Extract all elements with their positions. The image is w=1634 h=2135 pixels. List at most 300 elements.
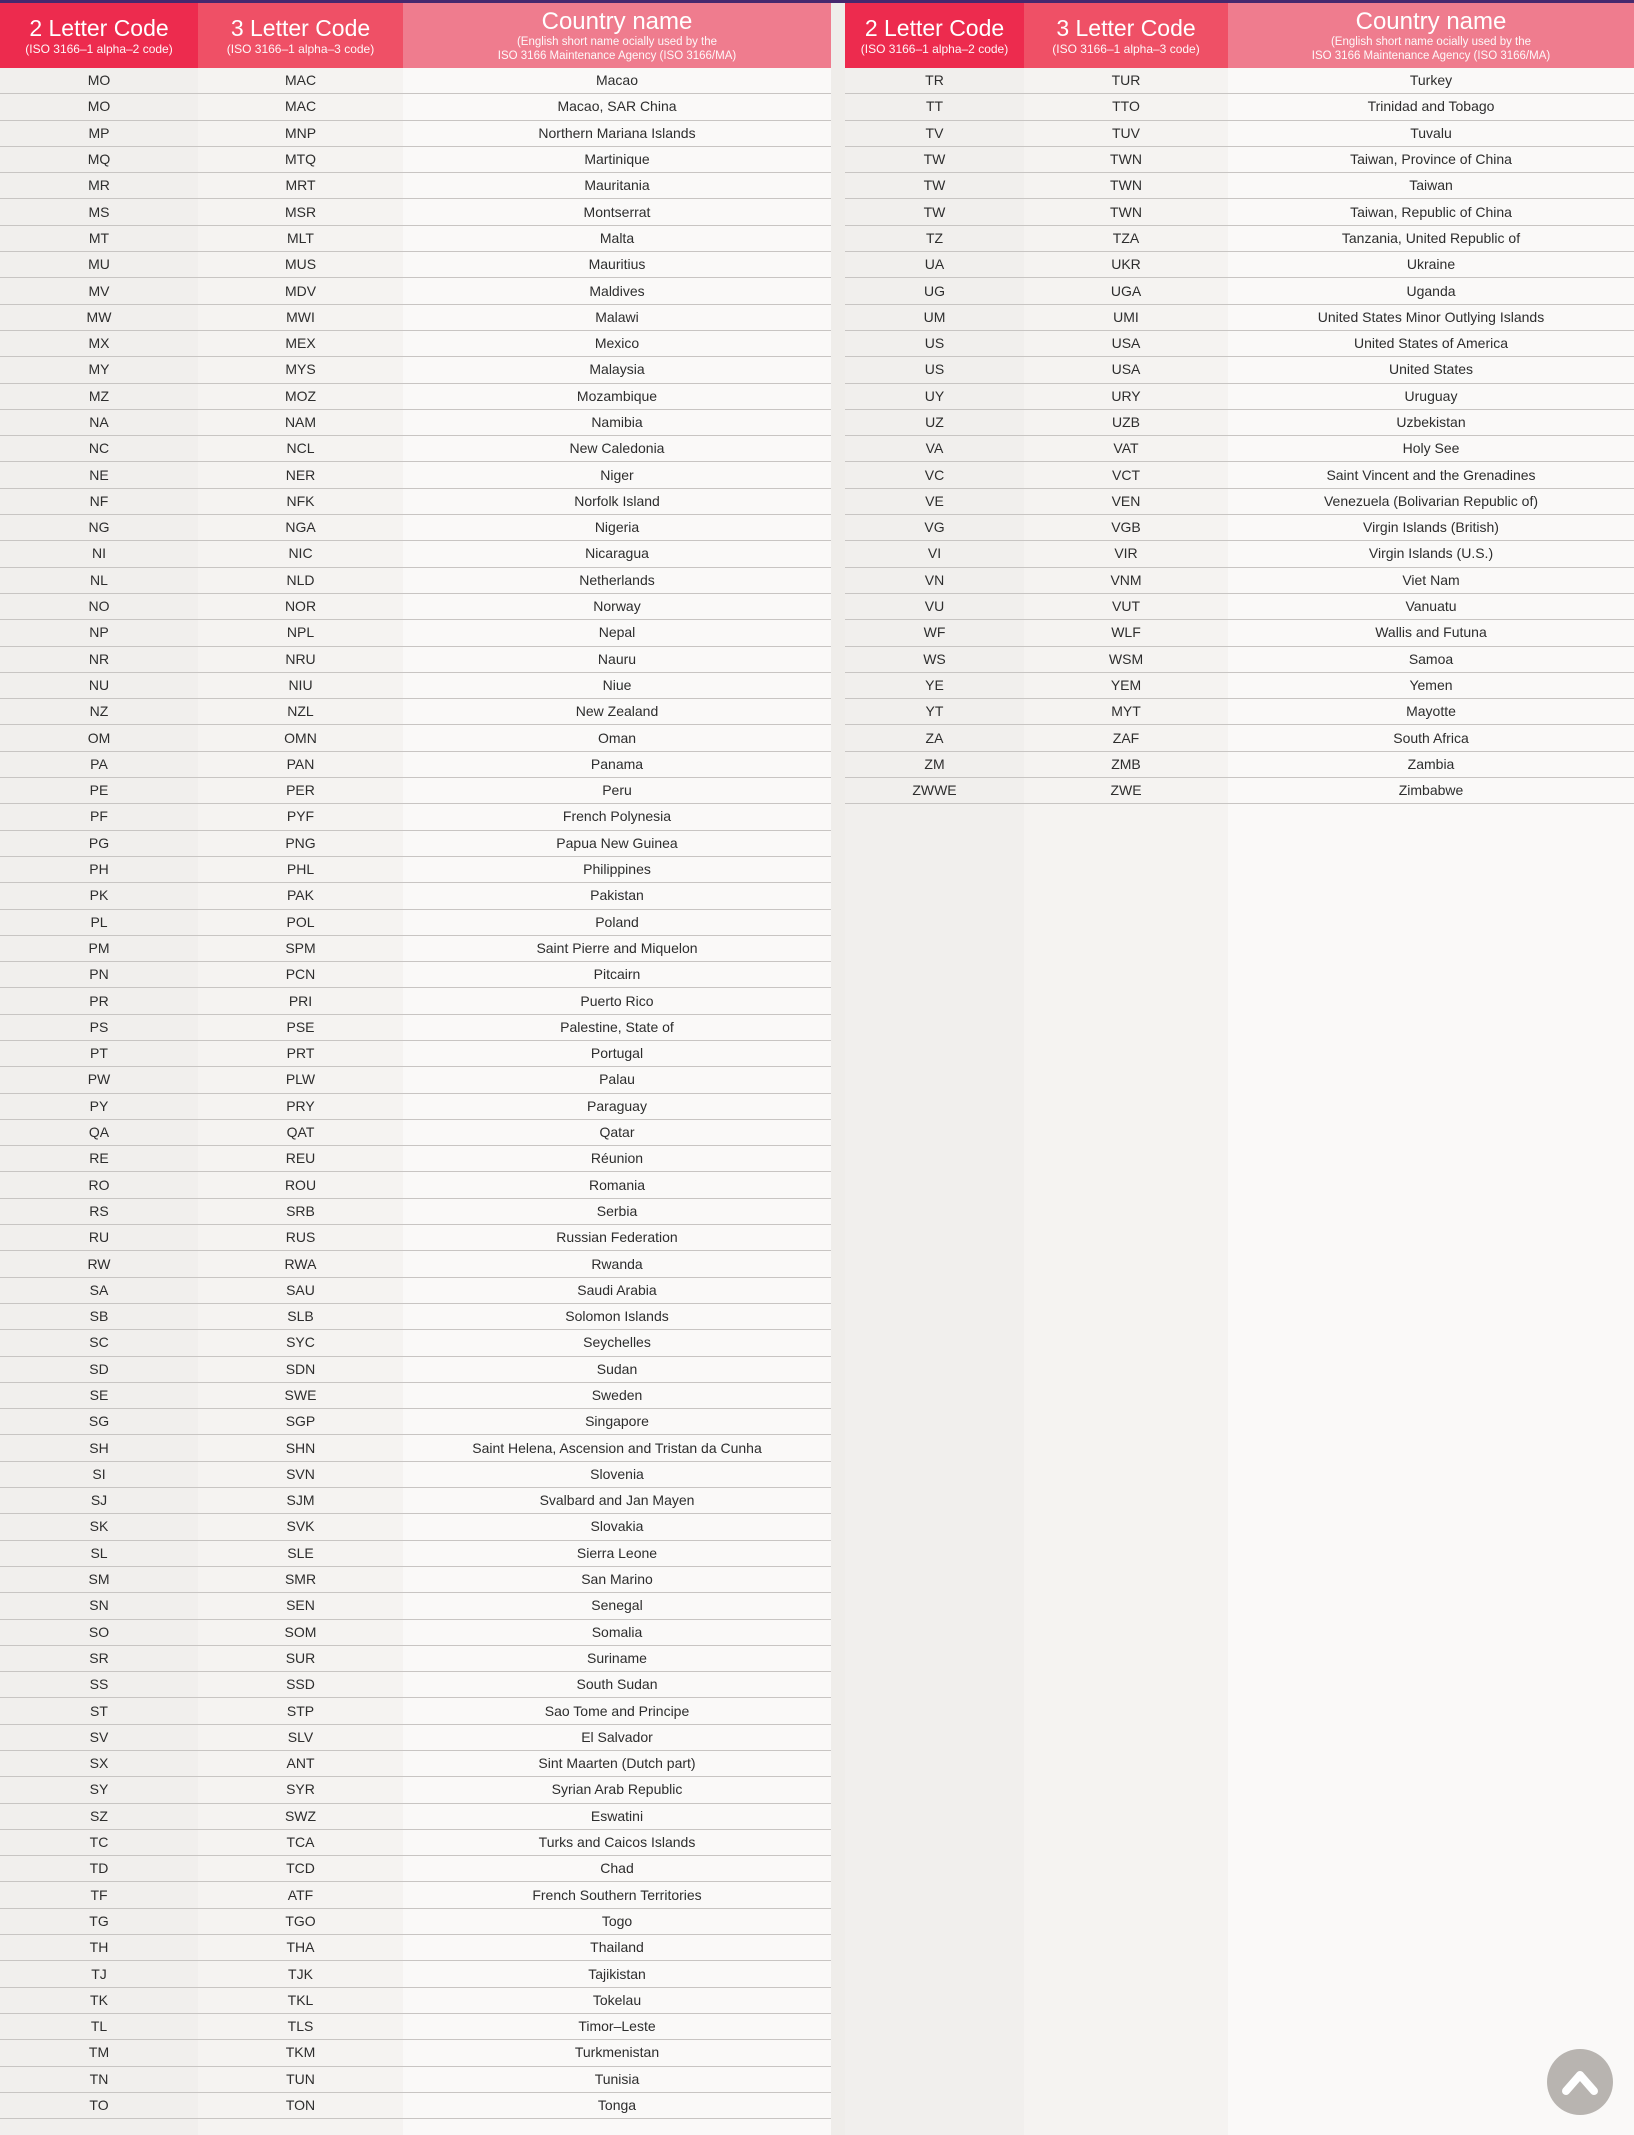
alpha2-code-cell: YT — [925, 703, 944, 720]
alpha3-code-cell: SMR — [284, 1571, 317, 1588]
country-name-cell: Taiwan — [1409, 177, 1453, 194]
country-name-cell: Zimbabwe — [1398, 782, 1464, 799]
alpha2-code-cell: PA — [90, 755, 108, 772]
header-2-letter-sub: (ISO 3166–1 alpha–2 code) — [860, 41, 1009, 56]
country-name-cell: Uganda — [1406, 282, 1456, 299]
alpha2-code-cell: SH — [89, 1439, 109, 1456]
table-row — [0, 2040, 831, 2066]
table-row — [0, 1514, 831, 1540]
country-name-cell: Holy See — [1402, 440, 1460, 457]
country-name-cell: Virgin Islands (British) — [1363, 519, 1499, 536]
alpha2-code-cell: VU — [924, 598, 945, 615]
table-row — [845, 68, 1634, 94]
header-country-sub-line1: (English short name ocially used by the — [1330, 35, 1532, 48]
country-name-cell: Serbia — [596, 1202, 638, 1219]
table-row — [0, 1830, 831, 1856]
alpha2-code-cell: ST — [90, 1702, 108, 1719]
alpha2-code-cell: MO — [87, 72, 111, 89]
table-row — [0, 436, 831, 462]
country-name-cell: Viet Nam — [1402, 571, 1460, 588]
country-name-cell: Eswatini — [590, 1807, 644, 1824]
country-name-cell: Seychelles — [583, 1334, 651, 1351]
table-row — [0, 1988, 831, 2014]
alpha3-code-cell: NFK — [286, 492, 315, 509]
table-row — [845, 278, 1634, 304]
table-row — [0, 1620, 831, 1646]
alpha2-code-cell: SC — [89, 1334, 109, 1351]
country-name-cell: Namibia — [591, 414, 643, 430]
table-row — [0, 384, 831, 410]
country-name-cell: Oman — [597, 729, 637, 746]
country-name-cell: Portugal — [590, 1045, 644, 1062]
country-name-cell: Solomon Islands — [565, 1308, 669, 1325]
alpha2-code-cell: SK — [89, 1518, 109, 1535]
header-3-letter-sub: (ISO 3166–1 alpha–3 code) — [226, 41, 375, 56]
alpha2-code-cell: TT — [925, 98, 944, 115]
alpha3-code-cell: PCN — [285, 966, 316, 983]
alpha3-code-cell: MTQ — [284, 151, 317, 168]
country-name-cell: Slovenia — [590, 1465, 644, 1482]
alpha3-code-cell: RUS — [285, 1229, 316, 1246]
table-row — [0, 1541, 831, 1567]
table-row — [845, 226, 1634, 252]
alpha2-code-cell: PH — [89, 861, 109, 878]
table-row — [0, 199, 831, 225]
alpha3-code-cell: SWE — [284, 1386, 317, 1403]
table-row — [845, 699, 1634, 725]
country-name-cell: Norfolk Island — [574, 492, 660, 509]
table-row — [845, 94, 1634, 120]
table-row — [845, 620, 1634, 646]
alpha2-code-cell: PE — [89, 782, 109, 799]
table-row — [0, 1882, 831, 1908]
alpha2-code-cell: US — [924, 335, 945, 352]
alpha2-code-cell: SB — [89, 1308, 109, 1325]
country-name-cell: United States Minor Outlying Islands — [1317, 308, 1545, 325]
table-row — [0, 988, 831, 1014]
country-name-cell: Papua New Guinea — [556, 834, 678, 851]
country-name-cell: Russian Federation — [556, 1229, 678, 1246]
table-row — [0, 568, 831, 594]
alpha3-code-cell: ZWE — [1110, 782, 1142, 799]
alpha3-code-cell: SVN — [286, 1465, 315, 1482]
alpha2-code-cell: SJ — [90, 1492, 108, 1509]
table-row — [0, 857, 831, 883]
country-name-cell: Slovakia — [590, 1518, 644, 1535]
alpha2-code-cell: NF — [89, 492, 109, 509]
alpha3-code-cell: VCT — [1112, 466, 1140, 483]
alpha2-code-cell: NO — [88, 598, 110, 615]
alpha3-code-cell: TWN — [1110, 203, 1142, 220]
alpha3-code-cell: MUS — [284, 256, 317, 273]
alpha3-code-cell: VUT — [1112, 598, 1140, 615]
country-name-cell: Maldives — [589, 282, 645, 299]
country-name-cell: Niger — [600, 466, 634, 483]
table-row — [0, 173, 831, 199]
country-name-cell: Malta — [599, 229, 635, 246]
table-row — [845, 305, 1634, 331]
alpha2-code-cell: ZM — [924, 755, 945, 772]
alpha2-code-cell: PR — [89, 992, 109, 1009]
table-row — [0, 673, 831, 699]
country-name-cell: Nauru — [597, 650, 637, 667]
country-name-cell: Paraguay — [587, 1097, 647, 1114]
alpha3-code-cell: NOR — [284, 598, 317, 615]
table-row — [0, 541, 831, 567]
header-country-name — [1228, 3, 1634, 68]
country-name-cell: French Polynesia — [562, 808, 672, 825]
table-row — [0, 804, 831, 830]
alpha3-code-cell: SYC — [286, 1334, 315, 1351]
alpha2-code-cell: SM — [88, 1571, 110, 1588]
table-row — [0, 699, 831, 725]
country-name-cell: Suriname — [587, 1649, 647, 1666]
header-3-letter-code — [198, 3, 403, 68]
table-row — [0, 883, 831, 909]
alpha3-code-cell: THA — [286, 1939, 315, 1956]
alpha3-code-cell: SWZ — [284, 1807, 317, 1824]
alpha2-code-cell: UY — [924, 387, 945, 404]
table-row — [0, 1672, 831, 1698]
country-name-cell: Wallis and Futuna — [1375, 624, 1487, 641]
table-row — [0, 1251, 831, 1277]
alpha3-code-cell: VIR — [1114, 545, 1138, 562]
table-row — [0, 2014, 831, 2040]
country-name-cell: Yemen — [1409, 676, 1453, 693]
alpha3-code-cell: VAT — [1113, 440, 1139, 457]
alpha3-code-cell: MYS — [285, 361, 316, 378]
country-name-cell: Mexico — [594, 335, 640, 352]
table-row — [0, 1961, 831, 1987]
table-row — [0, 620, 831, 646]
alpha3-code-cell: SDN — [285, 1360, 316, 1377]
alpha3-code-cell: PNG — [285, 834, 316, 851]
scroll-to-top-button[interactable] — [1547, 2049, 1613, 2115]
table-row — [0, 1462, 831, 1488]
table-row — [0, 278, 831, 304]
alpha3-code-cell: PAN — [286, 755, 315, 772]
alpha2-code-cell: SD — [89, 1360, 109, 1377]
table-row — [845, 673, 1634, 699]
alpha3-code-cell: VNM — [1110, 571, 1142, 588]
alpha3-code-cell: TUN — [286, 2070, 315, 2087]
alpha3-code-cell: TUR — [1111, 72, 1141, 89]
alpha3-code-cell: SLE — [287, 1544, 314, 1561]
alpha2-code-cell: SE — [89, 1386, 109, 1403]
table-row — [845, 647, 1634, 673]
alpha2-code-cell: PL — [90, 913, 108, 930]
alpha3-code-cell: RWA — [284, 1255, 317, 1272]
alpha2-code-cell: SA — [89, 1281, 109, 1298]
alpha2-code-cell: SN — [89, 1597, 109, 1614]
country-name-cell: Macao, SAR China — [557, 98, 677, 115]
country-name-cell: South Africa — [1393, 729, 1469, 746]
alpha2-code-cell: TW — [923, 177, 946, 194]
country-name-cell: Somalia — [591, 1623, 643, 1640]
table-row — [0, 778, 831, 804]
table-row — [0, 1435, 831, 1461]
alpha2-code-cell: SS — [89, 1676, 109, 1693]
country-name-cell: South Sudan — [576, 1676, 658, 1693]
alpha2-code-cell: UA — [924, 256, 945, 273]
country-name-cell: Taiwan, Province of China — [1350, 151, 1512, 168]
alpha2-code-cell: UG — [924, 282, 945, 299]
table-row — [845, 357, 1634, 383]
alpha3-code-cell: MAC — [284, 98, 317, 115]
alpha3-code-cell: SHN — [285, 1439, 316, 1456]
table-row — [0, 226, 831, 252]
country-codes-table-right — [845, 3, 1634, 2135]
country-name-cell: Taiwan, Republic of China — [1350, 203, 1512, 220]
country-name-cell: New Zealand — [575, 703, 659, 720]
table-row — [0, 1041, 831, 1067]
country-name-cell: Palau — [599, 1071, 635, 1088]
alpha2-code-cell: RE — [89, 1150, 109, 1167]
country-name-cell: Tunisia — [594, 2070, 640, 2087]
country-name-cell: Vanuatu — [1405, 598, 1457, 615]
alpha2-code-cell: RS — [89, 1202, 109, 1219]
alpha3-code-cell: NRU — [285, 650, 316, 667]
alpha3-code-cell: MNP — [284, 124, 317, 141]
table-row — [845, 541, 1634, 567]
country-name-cell: Nigeria — [594, 519, 640, 536]
alpha3-code-cell: MEX — [285, 335, 316, 352]
country-name-cell: Togo — [601, 1912, 633, 1929]
alpha3-code-cell: TKM — [285, 2044, 316, 2061]
alpha3-code-cell: TKL — [287, 1991, 314, 2008]
table-row — [845, 462, 1634, 488]
alpha3-code-cell: WLF — [1111, 624, 1141, 641]
alpha2-code-cell: SO — [88, 1623, 110, 1640]
alpha3-code-cell: TZA — [1112, 229, 1140, 246]
alpha3-code-cell: MYT — [1111, 703, 1141, 720]
alpha2-code-cell: NU — [88, 676, 110, 693]
alpha3-code-cell: SSD — [286, 1676, 315, 1693]
alpha2-code-cell: TD — [89, 1860, 109, 1877]
alpha2-code-cell: SG — [88, 1413, 110, 1430]
header-country-sub-line2: ISO 3166 Maintenance Agency (ISO 3166/MA) — [1311, 49, 1551, 62]
table-row — [0, 831, 831, 857]
alpha2-code-cell: TW — [923, 151, 946, 168]
alpha2-code-cell: ZA — [925, 729, 944, 746]
header-country-title: Country name — [1355, 7, 1507, 35]
alpha3-code-cell: MSR — [284, 203, 317, 220]
header-country-title: Country name — [541, 7, 693, 35]
alpha3-code-cell: PAK — [287, 887, 314, 904]
alpha3-code-cell: SGP — [285, 1413, 316, 1430]
alpha2-code-cell: OM — [87, 729, 111, 746]
country-name-cell: Romania — [588, 1176, 646, 1193]
alpha2-code-cell: ZWWE — [912, 782, 957, 799]
alpha3-code-cell: WSM — [1108, 650, 1144, 667]
table-row — [0, 2093, 831, 2119]
alpha3-code-cell: MDV — [284, 282, 317, 299]
table-row — [0, 94, 831, 120]
alpha3-code-cell: UKR — [1111, 256, 1141, 273]
country-name-cell: Turkmenistan — [574, 2044, 660, 2061]
alpha3-code-cell: ANT — [286, 1755, 315, 1772]
alpha2-code-cell: WS — [923, 650, 946, 667]
alpha3-code-cell: SEN — [286, 1597, 315, 1614]
alpha3-code-cell: UGA — [1110, 282, 1142, 299]
alpha2-code-cell: RO — [88, 1176, 110, 1193]
table-row — [845, 778, 1634, 804]
alpha2-code-cell: VA — [925, 440, 944, 457]
header-3-letter-title: 3 Letter Code — [1056, 14, 1196, 41]
alpha2-code-cell: QA — [88, 1124, 110, 1141]
alpha3-code-cell: TCD — [286, 1860, 315, 1877]
country-name-cell: Peru — [602, 782, 632, 799]
header-country-sub-line2: ISO 3166 Maintenance Agency (ISO 3166/MA) — [497, 49, 737, 62]
table-row — [845, 331, 1634, 357]
alpha3-code-cell: SOM — [284, 1623, 317, 1640]
alpha2-code-cell: PN — [89, 966, 109, 983]
header-3-letter-title: 3 Letter Code — [230, 14, 371, 41]
country-name-cell: Mauritius — [588, 256, 646, 273]
country-name-cell: Nepal — [598, 624, 636, 641]
country-name-cell: Malaysia — [589, 361, 645, 378]
country-name-cell: Venezuela (Bolivarian Republic of) — [1323, 492, 1538, 509]
country-name-cell: Samoa — [1408, 650, 1454, 667]
table-row — [845, 121, 1634, 147]
alpha2-code-cell: MP — [88, 124, 110, 141]
alpha3-code-cell: SVK — [286, 1518, 315, 1535]
table-row — [0, 410, 831, 436]
table-row — [0, 515, 831, 541]
country-name-cell: Senegal — [591, 1597, 643, 1614]
country-name-cell: Tajikistan — [588, 1965, 646, 1982]
table-row — [0, 1146, 831, 1172]
alpha2-code-cell: VI — [927, 545, 942, 562]
country-name-cell: Timor–Leste — [578, 2018, 656, 2035]
table-row — [0, 331, 831, 357]
country-name-cell: Sao Tome and Principe — [544, 1702, 690, 1719]
alpha2-code-cell: MQ — [87, 151, 111, 168]
alpha3-code-cell: POL — [286, 913, 315, 930]
alpha3-code-cell: PRI — [288, 992, 313, 1009]
table-row — [0, 725, 831, 751]
alpha3-code-cell: TGO — [285, 1912, 316, 1929]
alpha3-code-cell: UMI — [1113, 308, 1139, 325]
table-row — [0, 1725, 831, 1751]
alpha3-code-cell: TUV — [1112, 124, 1140, 141]
country-name-cell: Tuvalu — [1410, 124, 1452, 141]
alpha3-code-cell: NIC — [288, 545, 313, 562]
alpha2-code-cell: TW — [923, 203, 946, 220]
alpha3-code-cell: PER — [286, 782, 315, 799]
alpha2-code-cell: PT — [90, 1045, 108, 1062]
table-row — [845, 489, 1634, 515]
alpha3-code-cell: NPL — [286, 624, 315, 641]
table-row — [845, 147, 1634, 173]
alpha2-code-cell: TF — [90, 1886, 108, 1903]
alpha2-code-cell: NA — [89, 414, 109, 430]
alpha2-code-cell: MS — [88, 203, 110, 220]
alpha2-code-cell: MT — [88, 229, 110, 246]
alpha2-code-cell: TO — [89, 2097, 109, 2113]
alpha2-code-cell: PS — [89, 1018, 109, 1035]
country-name-cell: Mayotte — [1406, 703, 1456, 720]
country-name-cell: Norway — [593, 598, 641, 615]
alpha3-code-cell: URY — [1111, 387, 1141, 404]
alpha2-code-cell: SI — [92, 1465, 106, 1482]
alpha3-code-cell: NIU — [288, 676, 313, 693]
table-row — [0, 1199, 831, 1225]
country-name-cell: Uruguay — [1404, 387, 1458, 404]
alpha2-code-cell: WF — [923, 624, 946, 641]
country-name-cell: United States of America — [1353, 335, 1509, 352]
table-row — [845, 410, 1634, 436]
country-name-cell: Réunion — [590, 1150, 644, 1167]
alpha3-code-cell: NER — [285, 466, 316, 483]
chevron-up-icon — [1556, 2062, 1604, 2102]
table-row — [0, 1488, 831, 1514]
country-name-cell: Tanzania, United Republic of — [1341, 229, 1521, 246]
alpha3-code-cell: PSE — [286, 1018, 315, 1035]
table-row — [0, 357, 831, 383]
table-row — [845, 594, 1634, 620]
country-name-cell: Turks and Caicos Islands — [538, 1834, 696, 1851]
table-row — [845, 752, 1634, 778]
table-row — [0, 1593, 831, 1619]
alpha2-code-cell: VE — [925, 492, 944, 509]
table-row — [845, 384, 1634, 410]
alpha3-code-cell: TLS — [287, 2018, 314, 2035]
table-row — [845, 199, 1634, 225]
table-row — [0, 68, 831, 94]
table-row — [0, 305, 831, 331]
alpha2-code-cell: SR — [89, 1649, 109, 1666]
header-2-letter-code — [0, 3, 198, 68]
table-row — [845, 252, 1634, 278]
alpha3-code-cell: VGB — [1111, 519, 1141, 536]
alpha2-code-cell: PK — [89, 887, 109, 904]
tables-container — [0, 3, 1634, 2135]
alpha3-code-cell: STP — [286, 1702, 315, 1719]
alpha3-code-cell: PRY — [286, 1097, 315, 1114]
country-name-cell: Chad — [600, 1860, 634, 1877]
alpha2-code-cell: UZ — [925, 414, 944, 430]
country-name-cell: Palestine, State of — [560, 1018, 674, 1035]
alpha3-code-cell: SAU — [286, 1281, 315, 1298]
alpha3-code-cell: REU — [285, 1150, 316, 1167]
alpha2-code-cell: TN — [89, 2070, 109, 2087]
table-row — [0, 1751, 831, 1777]
alpha3-code-cell: TWN — [1110, 151, 1142, 168]
alpha3-code-cell: SJM — [286, 1492, 315, 1509]
country-name-cell: Virgin Islands (U.S.) — [1368, 545, 1494, 562]
country-name-cell: Saint Vincent and the Grenadines — [1326, 466, 1536, 483]
country-name-cell: Panama — [590, 755, 644, 772]
country-name-cell: French Southern Territories — [532, 1886, 702, 1903]
alpha3-code-cell: NGA — [285, 519, 316, 536]
alpha2-code-cell: TL — [90, 2018, 108, 2035]
country-name-cell: Uzbekistan — [1396, 414, 1466, 430]
alpha3-code-cell: SLB — [287, 1308, 314, 1325]
header-2-letter-code — [845, 3, 1024, 68]
table-row — [0, 1383, 831, 1409]
alpha3-code-cell: SRB — [286, 1202, 315, 1219]
country-name-cell: Tonga — [597, 2097, 637, 2113]
country-name-cell: Turkey — [1409, 72, 1453, 89]
table-row — [0, 1094, 831, 1120]
alpha3-code-cell: PHL — [286, 861, 315, 878]
table-row — [0, 1935, 831, 1961]
country-name-cell: Trinidad and Tobago — [1367, 98, 1495, 115]
country-name-cell: Malawi — [595, 308, 639, 325]
alpha2-code-cell: NC — [88, 440, 110, 457]
table-row — [0, 462, 831, 488]
